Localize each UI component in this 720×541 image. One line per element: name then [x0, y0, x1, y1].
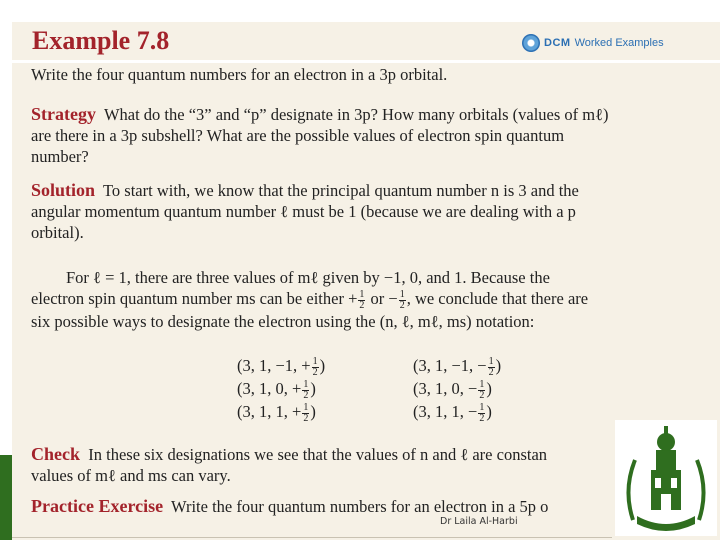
solution-section [31, 180, 671, 243]
university-logo [615, 420, 717, 536]
strategy-heading: Strategy [31, 104, 96, 124]
strategy-line-1: What do the “3” and “p” designate in 3p? How many orbitals (values of mℓ) [103, 105, 609, 124]
check-line-2: values of mℓ and ms can vary. [31, 466, 231, 485]
dcm-brand: DCM [544, 37, 571, 49]
disc-icon [522, 34, 540, 52]
practice-line-1: Write the four quantum numbers for an electron in a 5p o [171, 497, 549, 516]
practice-section [31, 496, 621, 517]
half-fraction: $\frac{1}{2}$ [399, 288, 405, 311]
explanation-line-1: For ℓ = 1, there are three values of mℓ given by −1, 0, and 1. Because the [66, 268, 550, 287]
quantum-set: (3, 1, 1, + $\frac{1}{2}$ ) [237, 401, 316, 424]
problem-statement: Write the four quantum numbers for an electron in a 3p orbital. [31, 65, 448, 84]
practice-heading: Practice Exercise [31, 496, 164, 516]
strategy-section [31, 104, 671, 167]
strategy-line-2: are there in a 3p subshell? What are the possible values of electron spin quantum [31, 126, 565, 145]
explanation-paragraph [31, 267, 671, 332]
half-fraction: $\frac{1}{2}$ [359, 288, 365, 311]
solution-line-3: orbital). [31, 223, 84, 242]
dcm-badge [522, 34, 664, 52]
explanation-line-3: six possible ways to designate the electron using the (n, ℓ, mℓ, ms) notation: [31, 311, 535, 331]
quantum-set: (3, 1, −1, − $\frac{1}{2}$ ) [413, 355, 502, 378]
explanation-line-2c: , we conclude that there are [406, 289, 589, 308]
green-side-bar [0, 455, 12, 540]
solution-heading: Solution [31, 180, 96, 200]
explanation-line-2b: or − [366, 289, 398, 308]
example-title: Example 7.8 [32, 26, 170, 55]
university-emblem-icon [615, 420, 717, 536]
quantum-set: (3, 1, 1, − $\frac{1}{2}$ ) [413, 401, 492, 424]
quantum-set: (3, 1, −1, + $\frac{1}{2}$ ) [237, 355, 326, 378]
dcm-label: Worked Examples [574, 37, 664, 49]
quantum-set: (3, 1, 0, − $\frac{1}{2}$ ) [413, 378, 492, 401]
check-section [31, 444, 621, 486]
explanation-line-2a: electron spin quantum number ms can be either + [31, 289, 358, 308]
quantum-set: (3, 1, 0, + $\frac{1}{2}$ ) [237, 378, 316, 401]
strategy-line-3: number? [31, 147, 89, 166]
solution-line-1: To start with, we know that the principal quantum number n is 3 and the [102, 181, 579, 200]
check-line-1: In these six designations we see that the values of n and ℓ are constan [88, 445, 548, 464]
bottom-divider [12, 537, 612, 538]
solution-line-2: angular momentum quantum number ℓ must be 1 (because we are dealing with a p [31, 202, 576, 221]
author-credit: Dr Laila Al-Harbi [440, 516, 518, 527]
check-heading: Check [31, 444, 80, 464]
title-divider [12, 60, 720, 63]
